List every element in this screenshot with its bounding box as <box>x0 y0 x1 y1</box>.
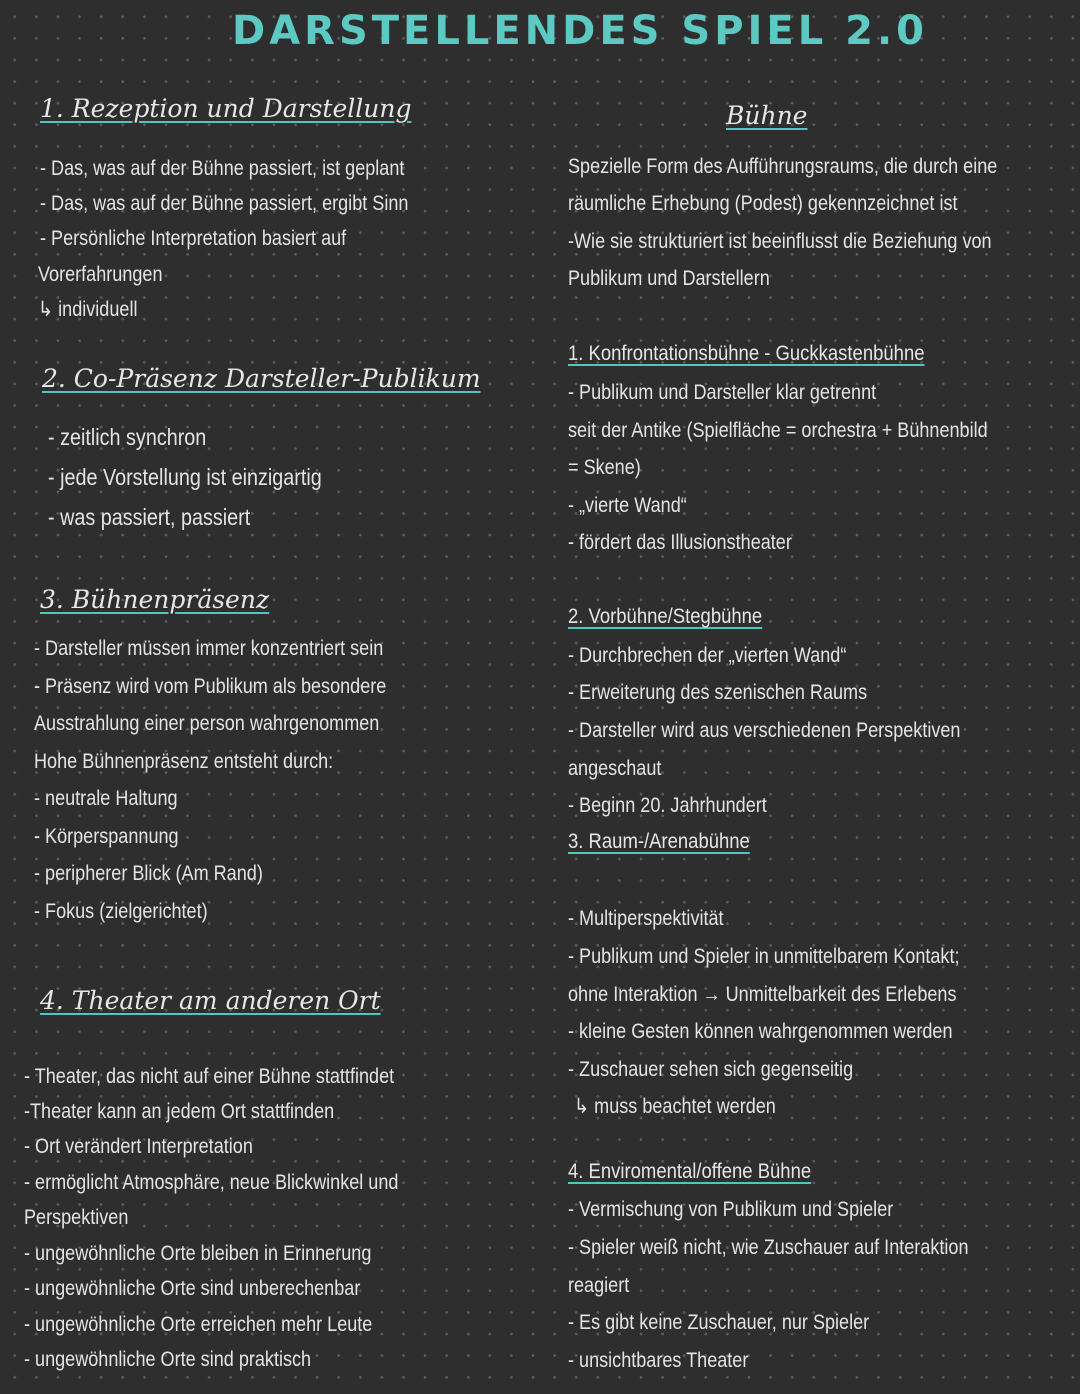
text-line: - ungewöhnliche Orte sind praktisch <box>24 1348 312 1371</box>
text-line: Spezielle Form des Aufführungsraums, die durch eine <box>568 155 998 178</box>
text-line: - Multiperspektivität <box>568 907 724 930</box>
text-line: - peripherer Blick (Am Rand) <box>34 862 263 885</box>
section-heading-theater-anderer-ort: 4. Theater am anderen Ort <box>40 986 381 1015</box>
stage-heading-vorbuehne: 2. Vorbühne/Stegbühne <box>568 605 763 628</box>
text-line: - Zuschauer sehen sich gegenseitig <box>568 1058 854 1081</box>
text-line: angeschaut <box>568 757 662 780</box>
text-line: - jede Vorstellung ist einzigartig <box>48 464 322 490</box>
text-line: - Persönliche Interpretation basiert auf <box>40 227 347 250</box>
stage-heading-konfrontationsbuehne: 1. Konfrontationsbühne - Guckkastenbühne <box>568 342 925 365</box>
text-line: - Vermischung von Publikum und Spieler <box>568 1198 894 1221</box>
text-line: - ungewöhnliche Orte sind unberechenbar <box>24 1277 361 1300</box>
text-line: - Fokus (zielgerichtet) <box>34 900 208 923</box>
text-line: Vorerfahrungen <box>38 263 163 286</box>
page-title: DARSTELLENDES SPIEL 2.0 <box>231 8 929 54</box>
text-line: - ungewöhnliche Orte bleiben in Erinnerung <box>24 1242 372 1265</box>
text-line: ↳ muss beachtet werden <box>574 1095 776 1118</box>
section-heading-rezeption: 1. Rezeption und Darstellung <box>40 94 412 123</box>
text-line: räumliche Erhebung (Podest) gekennzeichnet ist <box>568 192 958 215</box>
stage-heading-offene-buehne: 4. Enviromental/offene Bühne <box>568 1160 812 1183</box>
text-line: - kleine Gesten können wahrgenommen werden <box>568 1020 953 1043</box>
text-line: Ausstrahlung einer person wahrgenommen <box>34 712 380 735</box>
section-heading-buehne: Bühne <box>726 101 808 130</box>
text-line: - Publikum und Darsteller klar getrennt <box>568 381 877 404</box>
text-line: Publikum und Darstellern <box>568 267 770 290</box>
text-line: - Erweiterung des szenischen Raums <box>568 681 868 704</box>
text-line: -Theater kann an jedem Ort stattfinden <box>24 1100 335 1123</box>
text-line: - Das, was auf der Bühne passiert, ergibt Sinn <box>40 192 409 215</box>
text-line: reagiert <box>568 1274 630 1297</box>
text-line: - ermöglicht Atmosphäre, neue Blickwinkel und <box>24 1171 399 1194</box>
text-line: - Publikum und Spieler in unmittelbarem Kontakt; <box>568 945 960 968</box>
text-line: - neutrale Haltung <box>34 787 178 810</box>
text-line: - was passiert, passiert <box>48 504 251 530</box>
stage-heading-arenabuehne: 3. Raum-/Arenabühne <box>568 830 750 853</box>
text-line: - Es gibt keine Zuschauer, nur Spieler <box>568 1311 870 1334</box>
text-line: Perspektiven <box>24 1206 129 1229</box>
text-line: - Ort verändert Interpretation <box>24 1135 253 1158</box>
text-line: - Das, was auf der Bühne passiert, ist geplant <box>40 157 405 180</box>
text-line: -Wie sie strukturiert ist beeinflusst die Beziehung von <box>568 230 992 253</box>
text-line: - Theater, das nicht auf einer Bühne stattfindet <box>24 1065 395 1088</box>
text-line: = Skene) <box>568 456 641 479</box>
text-line: Hohe Bühnenpräsenz entsteht durch: <box>34 750 334 773</box>
text-line: - Darsteller müssen immer konzentriert sein <box>34 637 384 660</box>
text-line: ohne Interaktion → Unmittelbarkeit des Erlebens <box>568 983 957 1006</box>
section-heading-buehnenpraesenz: 3. Bühnenpräsenz <box>40 585 270 614</box>
text-line: - fördert das Illusionstheater <box>568 531 792 554</box>
text-line: - Durchbrechen der „vierten Wand“ <box>568 644 847 667</box>
section-heading-co-praesenz: 2. Co-Präsenz Darsteller-Publikum <box>42 364 481 393</box>
text-line: - Darsteller wird aus verschiedenen Perspektiven <box>568 719 961 742</box>
text-line: - Spieler weiß nicht, wie Zuschauer auf Interaktion <box>568 1236 969 1259</box>
text-line: ↳ individuell <box>38 298 138 321</box>
text-line: seit der Antike (Spielfläche = orchestra + Bühnenbild <box>568 419 988 442</box>
text-line: - Präsenz wird vom Publikum als besondere <box>34 675 387 698</box>
text-line: - Körperspannung <box>34 825 179 848</box>
text-line: - „vierte Wand“ <box>568 494 687 517</box>
text-line: - ungewöhnliche Orte erreichen mehr Leute <box>24 1313 373 1336</box>
text-line: - zeitlich synchron <box>48 424 207 450</box>
text-line: - Beginn 20. Jahrhundert <box>568 794 767 817</box>
text-line: - unsichtbares Theater <box>568 1349 749 1372</box>
